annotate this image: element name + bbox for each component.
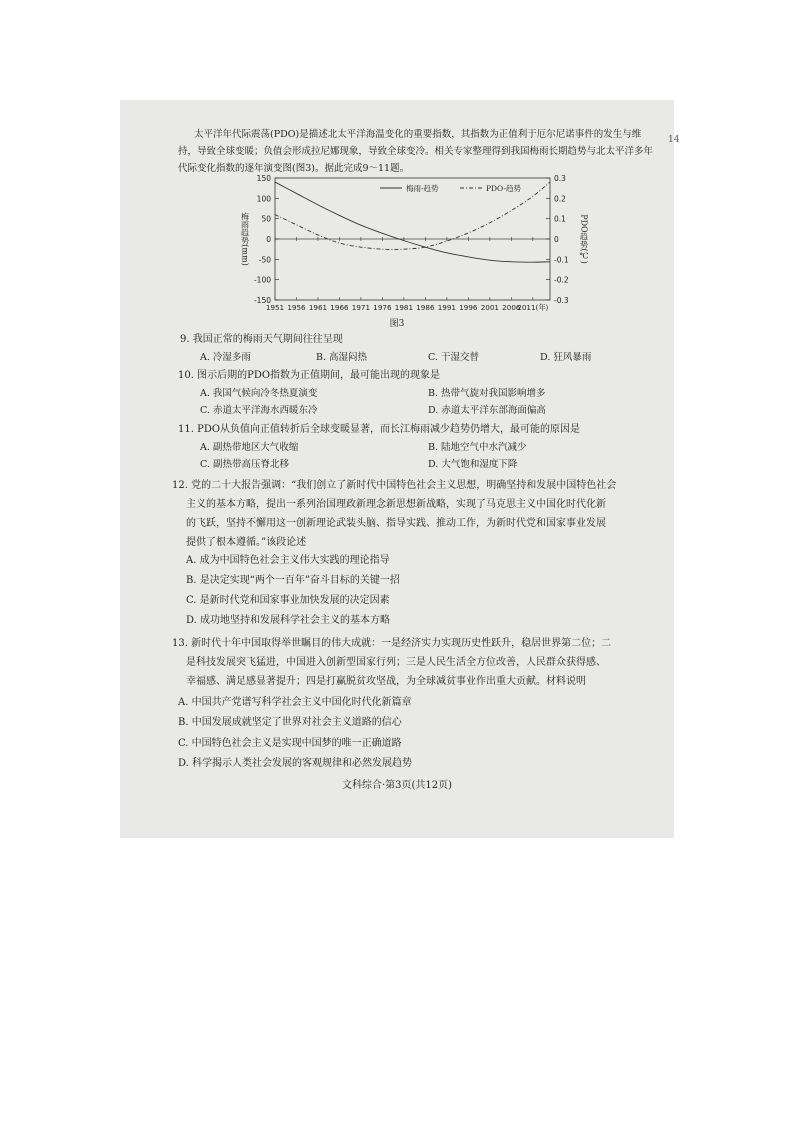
- legend-label-meiyu: 梅雨-趋势: [406, 184, 439, 193]
- question-13: 13. 新时代十年中国取得举世瞩目的伟大成就：一是经济实力实现历史性跃升，稳居世界第二位；二 是科技发展突飞猛进，中国进入创新型国家行列；三是人民生活全方位改善，人民群众获得感、 幸福感、满足感显著提升；四是打赢脱贫攻坚战，为全球减贫事业作出重大贡献。材料说明: [172, 638, 612, 687]
- y-left-tick-label: -50: [258, 255, 271, 265]
- y-right-tick-label: 0.2: [554, 194, 566, 204]
- x-tick-label: 1951: [265, 303, 285, 312]
- q9-option-b: B. 高湿闷热: [316, 352, 368, 363]
- y-right-tick-label: 0: [554, 235, 559, 244]
- q11-option-a: A. 副热带地区大气收缩: [200, 442, 299, 453]
- q12-option-d: D. 成功地坚持和发展科学社会主义的基本方略: [186, 615, 391, 626]
- y-right-axis-label: PDO趋势(℃): [579, 214, 589, 264]
- x-tick-label: 1976: [373, 303, 392, 312]
- question-9: 9. 我国正常的梅雨天气期间往往呈现: [180, 334, 343, 345]
- q9-option-a: A. 冷湿多雨: [200, 352, 251, 363]
- x-tick-label: 2011(年): [517, 303, 549, 312]
- q12-option-c: C. 是新时代党和国家事业加快发展的决定因素: [186, 595, 390, 606]
- question-10: 10. 图示后期的PDO指数为正值期间，最可能出现的现象是: [178, 370, 441, 381]
- y-left-tick-label: -100: [253, 275, 271, 285]
- q12-option-b: B. 是决定实现“两个一百年”奋斗目标的关键一招: [186, 575, 400, 586]
- y-left-tick-label: 150: [256, 174, 271, 183]
- y-left-tick-label: 50: [261, 214, 271, 224]
- y-left-tick-label: 0: [266, 235, 271, 244]
- y-right-tick-label: -0.3: [554, 296, 569, 305]
- exam-page-photo: [120, 100, 680, 838]
- q13-option-d: D. 科学揭示人类社会发展的客观规律和必然发展趋势: [178, 758, 413, 769]
- x-tick-label: 1971: [351, 303, 371, 312]
- x-tick-label: 1986: [416, 303, 435, 312]
- x-tick-label: 1981: [394, 303, 414, 312]
- y-right-tick-label: 0.3: [554, 174, 566, 183]
- meiyu-trend-line: [275, 182, 550, 262]
- y-right-tick-label: 0.1: [554, 214, 566, 224]
- y-right-tick-label: -0.2: [554, 275, 569, 285]
- q10-option-b: B. 热带气旋对我国影响增多: [428, 388, 546, 399]
- x-tick-label: 2001: [480, 303, 499, 312]
- side-mark: 14: [668, 135, 680, 145]
- q9-option-c: C. 干湿交替: [428, 352, 479, 363]
- page-footer: 文科综合·第3页(共12页): [341, 780, 453, 791]
- question-11: 11. PDO从负值向正值转折后全球变暖显著，而长江梅雨减少趋势仍增大，最可能的原因是: [178, 424, 581, 435]
- x-tick-label: 2006: [502, 303, 521, 312]
- q11-option-d: D. 大气饱和湿度下降: [428, 459, 518, 470]
- y-left-tick-label: 100: [256, 194, 271, 204]
- figure-caption: 图3: [389, 319, 405, 329]
- y-left-axis-label: 梅雨趋势(mm): [240, 212, 250, 266]
- q10-option-d: D. 赤道太平洋东部海面偏高: [428, 405, 546, 416]
- q13-option-a: A. 中国共产党谱写科学社会主义中国化时代化新篇章: [178, 697, 412, 708]
- x-tick-label: 1956: [287, 303, 306, 312]
- q11-option-c: C. 副热带高压脊北移: [200, 459, 289, 470]
- figure-3-chart: [120, 170, 674, 330]
- intro-paragraph: 太平洋年代际震荡(PDO)是描述北太平洋海温变化的重要指数，其指数为正值利于厄尔尼诺事件的发生与维持，导致全球变暖；负值会形成拉尼娜现象，导致全球变冷。相关专家整理得到我国梅雨长期趋势与北太平洋多年代际变化指数的逐年演变图(图3)。据此完成9～11题。: [178, 129, 654, 174]
- q9-option-d: D. 狂风暴雨: [540, 352, 592, 363]
- y-right-tick-label: -0.1: [554, 255, 569, 265]
- q13-option-b: B. 中国发展成就坚定了世界对社会主义道路的信心: [178, 717, 402, 728]
- q11-option-b: B. 陆地空气中水汽减少: [428, 442, 527, 453]
- q13-option-c: C. 中国特色社会主义是实现中国梦的唯一正确道路: [178, 738, 402, 749]
- x-tick-label: 1996: [459, 303, 478, 312]
- x-tick-label: 1961: [308, 303, 328, 312]
- q10-option-a: A. 我国气候向冷冬热夏演变: [200, 388, 318, 399]
- y-left-tick-label: -150: [253, 296, 271, 305]
- q12-option-a: A. 成为中国特色社会主义伟大实践的理论指导: [186, 555, 390, 566]
- x-tick-label: 1991: [437, 303, 457, 312]
- q10-option-c: C. 赤道太平洋海水西暖东冷: [200, 405, 318, 416]
- legend-label-pdo: PDO-趋势: [486, 184, 522, 193]
- x-tick-label: 1966: [330, 303, 349, 312]
- question-12: 12. 党的二十大报告强调：“我们创立了新时代中国特色社会主义思想，明确坚持和发展中国特色社会 主义的基本方略，提出一系列治国理政新理念新思想新战略，实现了马克思主义中国化时代化新 的飞跃，坚持不懈用这一创新理论武装头脑、指导实践、推动工作，为新时代党和国家事业发展 提供了根本遵循。”该段论述: [172, 480, 617, 548]
